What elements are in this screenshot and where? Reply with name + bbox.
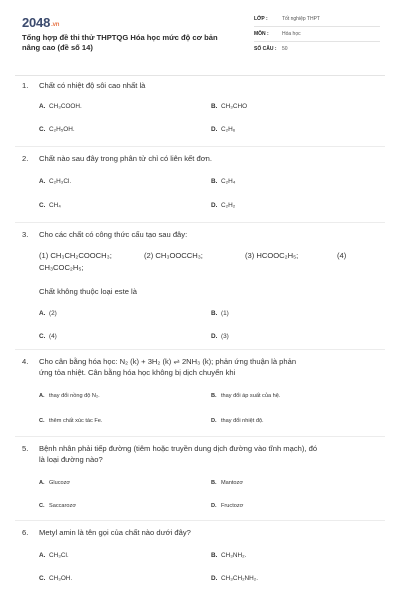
page-title: Tổng hợp đề thi thử THPTQG Hóa học mức độ cơ bản nâng cao (đề số 14): [22, 33, 218, 52]
option-c[interactable]: C. thêm chất xúc tác Fe.: [39, 418, 103, 424]
option-c[interactable]: C. C₂H₅OH.: [39, 126, 75, 133]
option-b[interactable]: B. thay đổi áp suất của hệ.: [211, 393, 281, 399]
option-a[interactable]: A. Glucozơ: [39, 480, 71, 486]
option-a[interactable]: A. thay đổi nồng độ N₂.: [39, 393, 100, 399]
option-d[interactable]: D. Fructozơ: [211, 503, 244, 509]
question-text-line-2: là loại đường nào?: [39, 455, 103, 464]
meta-subject-label: MÔN :: [254, 31, 269, 37]
question-text: Chất nào sau đây trong phân tử chỉ có liên kết đơn.: [39, 154, 213, 163]
question-number: 5.: [22, 444, 29, 453]
question-text: Metyl amin là tên gọi của chất nào dưới đây?: [39, 528, 191, 537]
meta-class-value: Tốt nghiệp THPT: [282, 16, 320, 22]
header-divider: [15, 75, 385, 76]
option-d[interactable]: D. CH₃CH₂NH₂.: [211, 575, 259, 582]
question-divider: [15, 520, 385, 521]
compound-4-label: (4): [337, 251, 347, 260]
question-number: 4.: [22, 357, 29, 366]
question-number: 1.: [22, 81, 29, 90]
option-b[interactable]: B. CH₃CHO: [211, 103, 248, 110]
question-number: 2.: [22, 154, 29, 163]
option-b[interactable]: B. Mantozơ: [211, 480, 244, 486]
header: [0, 0, 400, 76]
option-a[interactable]: A. CH₃COOH.: [39, 103, 82, 110]
question-text: Chất có nhiệt độ sôi cao nhất là: [39, 81, 146, 90]
option-b[interactable]: B. C₂H₄: [211, 178, 236, 185]
question-text: Bệnh nhân phải tiếp đường (tiêm hoặc truyền dung dịch đường vào tĩnh mạch), đó: [39, 444, 318, 453]
question-divider: [15, 146, 385, 147]
compound-4: CH₃COC₂H₅;: [39, 263, 84, 272]
meta-count-value: 50: [282, 46, 288, 52]
meta-count-row: [254, 43, 380, 56]
option-d[interactable]: D. C₂H₂: [211, 202, 236, 209]
question-text: Cho các chất có công thức cấu tạo sau đây:: [39, 230, 188, 239]
question-divider: [15, 436, 385, 437]
option-d[interactable]: D. (3): [211, 333, 229, 340]
compound-2: (2) CH₃OOCCH₃;: [144, 251, 203, 260]
question-text-part-1: Cho cân bằng hóa học: N₂ (k) + 3H₂ (k): [39, 357, 172, 366]
option-a[interactable]: A. (2): [39, 310, 57, 317]
meta-count-label: SỐ CÂU :: [254, 46, 277, 52]
logo[interactable]: 2048.vn: [22, 15, 60, 30]
option-a[interactable]: A. CH₃Cl.: [39, 552, 69, 559]
question-text-line-2: ứng tỏa nhiệt. Cân bằng hóa học không bị dịch chuyển khi: [39, 368, 236, 377]
meta-subject-value: Hóa học: [282, 31, 301, 37]
question-divider: [15, 349, 385, 350]
option-c[interactable]: C. (4): [39, 333, 57, 340]
question-text-part-2: 2NH₃ (k); phản ứng thuận là phản: [181, 357, 297, 366]
option-d[interactable]: D. thay đổi nhiệt độ.: [211, 418, 264, 424]
meta-class-row: [254, 13, 380, 27]
question-divider: [15, 222, 385, 223]
question-number: 6.: [22, 528, 29, 537]
equilibrium-arrow-icon: ⇌: [173, 357, 180, 366]
compound-1: (1) CH₃CH₂COOCH₃;: [39, 251, 112, 260]
option-d[interactable]: D. C₂H₆: [211, 126, 236, 133]
meta-class-label: LỚP :: [254, 16, 268, 22]
compound-3: (3) HCOOC₂H₅;: [245, 251, 299, 260]
option-c[interactable]: C. CH₄: [39, 202, 61, 209]
question-ask: Chất không thuộc loại este là: [39, 287, 137, 296]
option-c[interactable]: C. CH₃OH.: [39, 575, 73, 582]
option-c[interactable]: C. Saccarozơ: [39, 503, 76, 509]
meta-subject-row: [254, 28, 380, 42]
question-number: 3.: [22, 230, 29, 239]
option-a[interactable]: A. C₂H₃Cl.: [39, 178, 72, 185]
option-b[interactable]: B. CH₃NH₂.: [211, 552, 247, 559]
option-b[interactable]: B. (1): [211, 310, 229, 317]
